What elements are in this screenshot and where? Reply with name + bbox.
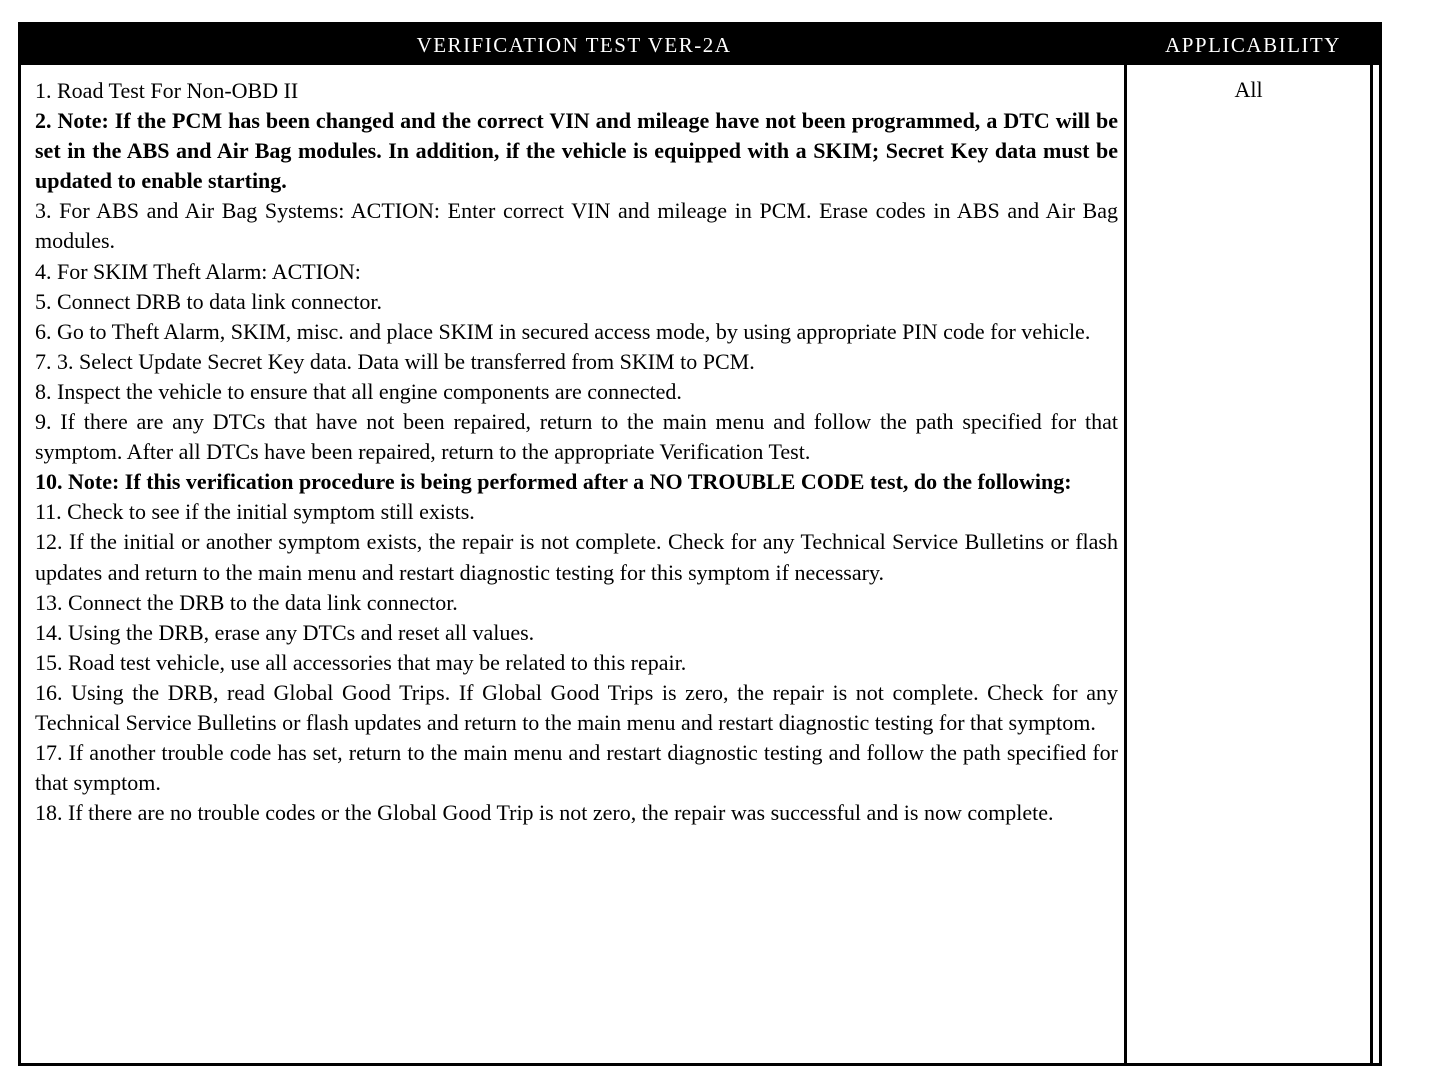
procedure-step: 13. Connect the DRB to the data link connector. xyxy=(35,589,458,615)
procedure-step: 8. Inspect the vehicle to ensure that all engine components are connected. xyxy=(35,378,682,404)
procedure-step: 4. For SKIM Theft Alarm: ACTION: xyxy=(35,258,361,284)
table-body-row xyxy=(21,65,1379,1063)
procedure-step: 17. If another trouble code has set, return to the main menu and restart diagnostic testing and follow the path specified for that symptom. xyxy=(35,740,1118,796)
procedure-step: 5. Connect DRB to data link connector. xyxy=(35,288,383,314)
steps-cell xyxy=(21,65,1127,1063)
applicability-header: APPLICABILITY xyxy=(1165,33,1341,57)
procedure-step: 1. Road Test For Non-OBD II xyxy=(35,78,299,103)
test-title-header: VERIFICATION TEST VER-2A xyxy=(416,33,732,57)
procedure-step: 2. Note: If the PCM has been changed and the correct VIN and mileage have not been programmed, a DTC will be set in the ABS and Air Bag modules. In addition, if the vehicle is equipped with a SKIM; Secret Key data must be updated to enable starting. xyxy=(35,108,1118,194)
procedure-step: 12. If the initial or another symptom exists, the repair is not complete. Check for any Technical Service Bulletins or flash updates and return to the main menu and restart diagnostic testing for this symptom if necessary. xyxy=(35,529,1118,585)
procedure-step: 11. Check to see if the initial symptom still exists. xyxy=(35,499,475,525)
procedure-step: 6. Go to Theft Alarm, SKIM, misc. and place SKIM in secured access mode, by using appropriate PIN code for vehicle. xyxy=(35,318,1091,344)
verification-test-table xyxy=(18,22,1382,1066)
procedure-step: 7. 3. Select Update Secret Key data. Data will be transferred from SKIM to PCM. xyxy=(35,348,755,374)
procedure-step: 16. Using the DRB, read Global Good Trips. If Global Good Trips is zero, the repair is not complete. Check for any Technical Service Bulletins or flash updates and return to the main menu and restart diagnostic testing for that symptom. xyxy=(35,679,1118,735)
procedure-step: 3. For ABS and Air Bag Systems: ACTION: Enter correct VIN and mileage in PCM. Erase codes in ABS and Air Bag modules. xyxy=(35,198,1118,254)
procedure-step: 18. If there are no trouble codes or the Global Good Trip is not zero, the repair was successful and is now complete. xyxy=(35,800,1054,826)
procedure-step: 14. Using the DRB, erase any DTCs and reset all values. xyxy=(35,619,535,645)
procedure-step: 10. Note: If this verification procedure is being performed after a NO TROUBLE CODE test, do the following: xyxy=(35,469,1072,495)
procedure-step: 9. If there are any DTCs that have not been repaired, return to the main menu and follow the path specified for that symptom. After all DTCs have been repaired, return to the appropriate Verification Test. xyxy=(35,409,1118,465)
procedure-step: 15. Road test vehicle, use all accessories that may be related to this repair. xyxy=(35,649,687,675)
applicability-value: All xyxy=(1127,65,1373,1063)
table-header-row xyxy=(21,25,1379,65)
